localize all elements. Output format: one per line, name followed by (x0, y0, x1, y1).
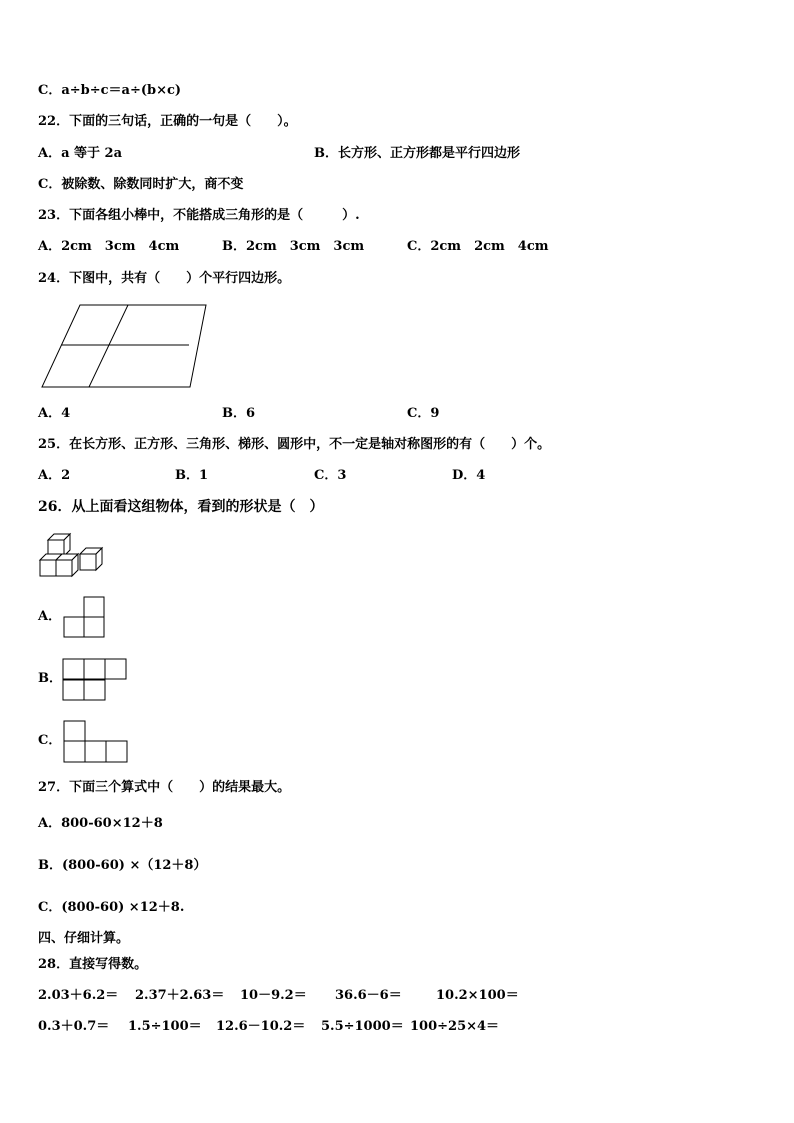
q27-question: 27．下面三个算式中（ ）的结果最大。 (38, 780, 291, 795)
q23-option-b: B．2cm 3cm 3cm (222, 239, 365, 254)
calc-row1-item2: 2.37＋2.63＝ (135, 988, 225, 1003)
q26-option-a-figure (63, 596, 107, 638)
q25-option-d: D．4 (452, 468, 486, 483)
calc-row1-item5: 10.2×100＝ (436, 988, 519, 1003)
q25-option-a: A．2 (38, 468, 71, 483)
q22-option-a: A．a 等于 2a (38, 146, 123, 161)
q26-option-c-figure (63, 720, 129, 764)
q26-question: 26．从上面看这组物体，看到的形状是（ ） (38, 499, 324, 515)
q24-option-c: C．9 (407, 406, 440, 421)
calc-row2-item2: 1.5÷100＝ (128, 1019, 202, 1034)
calc-row1-item4: 36.6－6＝ (335, 988, 402, 1003)
q27-option-a: A．800-60×12＋8 (38, 816, 163, 831)
q23-question: 23．下面各组小棒中，不能搭成三角形的是（ ）. (38, 208, 360, 223)
cube-stack-figure (38, 532, 104, 578)
q27-option-b: B．(800-60) ×（12＋8） (38, 858, 207, 873)
q26-option-c-label: C． (38, 733, 62, 748)
calc-row2-item3: 12.6－10.2＝ (216, 1019, 306, 1034)
q27-option-c: C．(800-60) ×12＋8. (38, 900, 185, 915)
q25-option-b: B．1 (175, 468, 209, 483)
q26-option-b-figure (62, 658, 128, 702)
q21-option-c: C．a÷b÷c＝a÷(b×c) (38, 83, 182, 98)
calc-row1-item1: 2.03＋6.2＝ (38, 988, 119, 1003)
q25-question: 25．在长方形、正方形、三角形、梯形、圆形中，不一定是轴对称图形的有（ ）个。 (38, 437, 551, 452)
calc-row1-item3: 10－9.2＝ (240, 988, 307, 1003)
calc-row2-item4: 5.5÷1000＝ (321, 1019, 404, 1034)
q22-option-b: B．长方形、正方形都是平行四边形 (314, 146, 520, 161)
q25-option-c: C．3 (314, 468, 347, 483)
q22-option-c: C．被除数、除数同时扩大，商不变 (38, 177, 244, 192)
section-four-heading: 四、仔细计算。 (38, 931, 130, 946)
q24-option-a: A．4 (38, 406, 71, 421)
q26-option-a-label: A． (38, 609, 62, 624)
calc-row2-item5: 100÷25×4＝ (410, 1019, 500, 1034)
q23-option-a: A．2cm 3cm 4cm (38, 239, 180, 254)
parallelogram-grid-figure (40, 303, 210, 389)
q24-question: 24．下图中，共有（ ）个平行四边形。 (38, 271, 291, 286)
q24-option-b: B．6 (222, 406, 256, 421)
q26-option-b-label: B． (38, 671, 62, 686)
calc-row2-item1: 0.3＋0.7＝ (38, 1019, 110, 1034)
q28-question: 28．直接写得数。 (38, 957, 148, 972)
q23-option-c: C．2cm 2cm 4cm (407, 239, 549, 254)
q22-question: 22．下面的三句话，正确的一句是（ ）。 (38, 114, 297, 129)
